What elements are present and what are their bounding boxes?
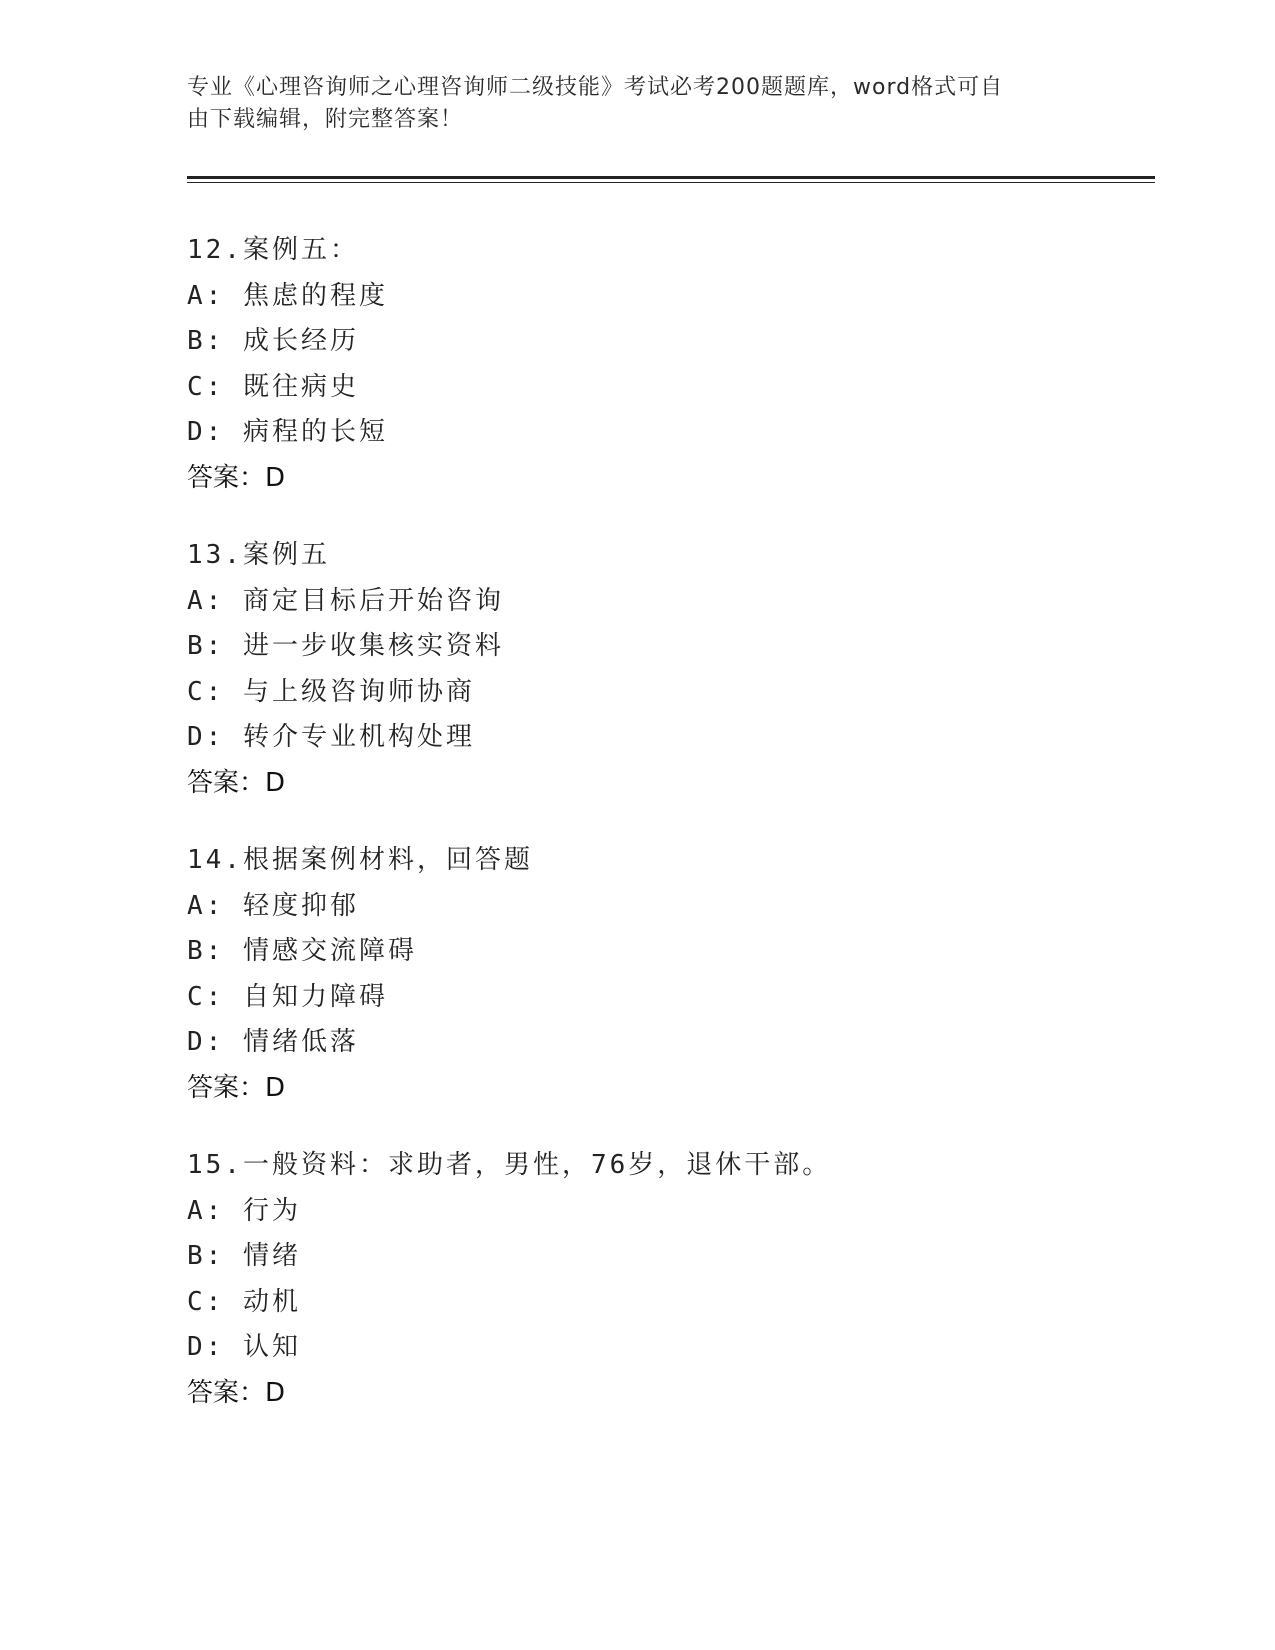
answer-text: 答案：D	[187, 462, 286, 493]
option-a: A: 行为	[187, 1195, 301, 1226]
question-stem: 12.案例五：	[187, 235, 359, 265]
option-d: D: 病程的长短	[187, 417, 388, 447]
header-line-2: 由下载编辑，附完整答案！	[187, 107, 464, 132]
question-stem: 15.一般资料：求助者，男性，76岁，退休干部。	[187, 1150, 832, 1180]
option-a: A: 焦虑的程度	[187, 280, 388, 311]
question-12	[187, 228, 887, 501]
header-rule-thick	[187, 176, 1155, 179]
document-header	[187, 72, 1067, 136]
question-stem: 13.案例五	[187, 540, 330, 570]
option-a: A: 商定目标后开始咨询	[187, 585, 504, 616]
option-c: C: 动机	[187, 1286, 301, 1317]
question-stem: 14.根据案例材料，回答题	[187, 845, 533, 875]
header-line-1: 专业《心理咨询师之心理咨询师二级技能》考试必考200题题库，word格式可自	[187, 75, 1004, 100]
question-13	[187, 533, 887, 806]
option-b: B: 成长经历	[187, 326, 359, 356]
option-c: C: 既往病史	[187, 371, 359, 402]
option-d: D: 认知	[187, 1332, 301, 1362]
question-15	[187, 1143, 887, 1416]
option-d: D: 转介专业机构处理	[187, 722, 475, 752]
option-b: B: 情绪	[187, 1241, 301, 1271]
answer-text: 答案：D	[187, 1377, 286, 1408]
option-c: C: 与上级咨询师协商	[187, 676, 475, 707]
option-c: C: 自知力障碍	[187, 981, 388, 1012]
option-d: D: 情绪低落	[187, 1027, 359, 1057]
answer-text: 答案：D	[187, 1072, 286, 1103]
header-rule-thin	[187, 182, 1155, 183]
option-b: B: 情感交流障碍	[187, 936, 417, 966]
answer-text: 答案：D	[187, 767, 286, 798]
question-14	[187, 838, 887, 1111]
option-b: B: 进一步收集核实资料	[187, 631, 504, 661]
option-a: A: 轻度抑郁	[187, 890, 359, 921]
